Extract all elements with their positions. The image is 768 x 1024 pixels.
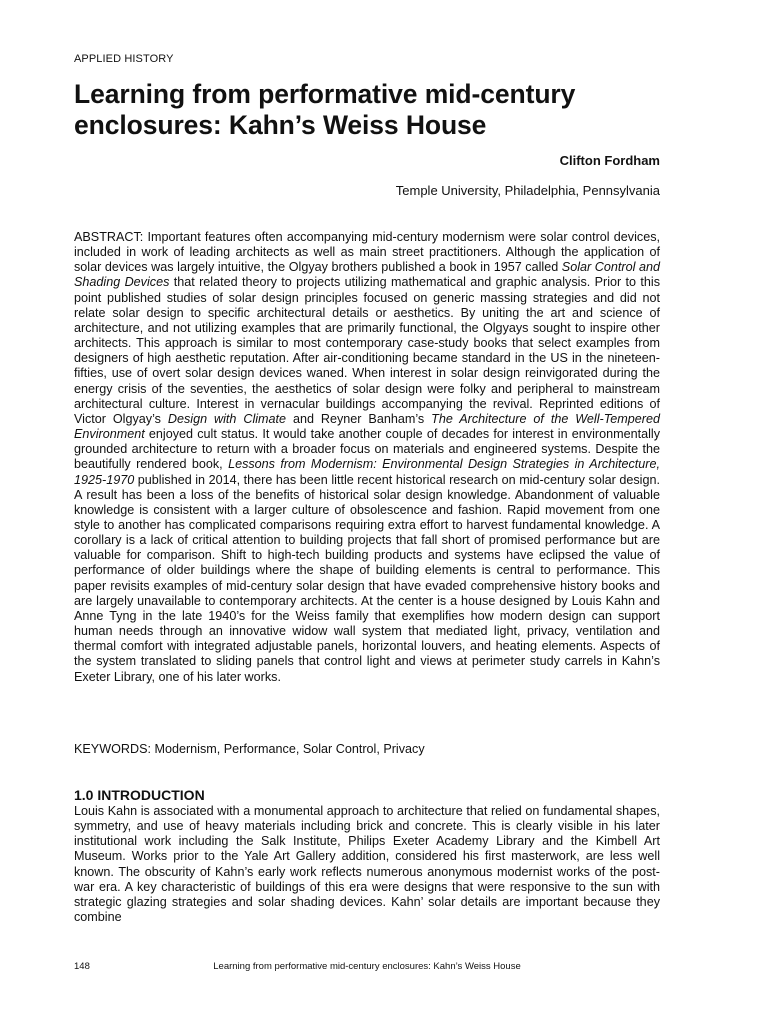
author-name: Clifton Fordham bbox=[559, 153, 660, 168]
page-footer bbox=[74, 961, 660, 975]
introduction-paragraph: Louis Kahn is associated with a monumental approach to architecture that relied on fundamental shapes, symmetry, and use of heavy materials including brick and concrete. This is clearly visible in his later institutional work including the Salk Institute, Philips Exeter Academy Library and the Kimbell Art Museum. Works prior to the Yale Art Gallery addition, considered his first masterwork, are less well known. The obscurity of Kahn’s early work reflects numerous anonymous modernist works of the post-war era. A key characteristic of buildings of this era were designs that were responsive to the sun with strategic glazing strategies and solar shading devices. Kahn’ solar details are important because they combine bbox=[74, 804, 660, 925]
abstract-segment: ABSTRACT: Important features often accompanying mid-century modernism were solar control devices, included in work of leading architects as well as main street practitioners. Although the application of solar devices was largely intuitive, the Olgyay brothers published a book in 1957 called bbox=[74, 230, 660, 275]
abstract-segment: enjoyed cult status. It would take another couple of decades for interest in environmentally grounded architecture to return with a broader focus on materials and engineered systems. Despite the beautifully rendered book, bbox=[74, 427, 660, 472]
section-label: APPLIED HISTORY bbox=[74, 53, 174, 65]
page-number: 148 bbox=[74, 961, 90, 972]
author-affiliation: Temple University, Philadelphia, Pennsylvania bbox=[395, 183, 660, 198]
paper-title: Learning from performative mid-century enclosures: Kahn’s Weiss House bbox=[74, 79, 576, 140]
keywords: KEYWORDS: Modernism, Performance, Solar Control, Privacy bbox=[74, 742, 425, 756]
abstract-paragraph bbox=[74, 230, 660, 685]
abstract-book-title: Lessons from Modernism: Environmental Design Strategies in Architecture, 1925-1970 bbox=[74, 457, 660, 487]
running-title: Learning from performative mid-century enclosures: Kahn’s Weiss House bbox=[213, 961, 521, 972]
abstract-book-title: Design with Climate bbox=[167, 411, 287, 426]
abstract-book-title: Solar Control and Shading Devices bbox=[74, 260, 660, 290]
abstract-book-title: The Architecture of the Well-Tempered Environment bbox=[74, 411, 660, 442]
abstract-segment: and Reyner Banham’s bbox=[286, 411, 432, 426]
abstract-segment: that related theory to projects utilizing mathematical and graphic analysis. Prior to this point published studies of solar design principles focused on generic massing strategies and did not relate solar design to specific architectural details or aesthetics. By uniting the art and science of architecture, and not utilizing examples that are primarily functional, the Olgyays sought to inspire other architects. This approach is similar to most contemporary case-study books that select examples from designers of high aesthetic reputation. After air-conditioning became standard in the US in the nineteen-fifties, use of overt solar design devices waned. When interest in solar design reinvigorated during the energy crisis of the seventies, the aesthetics of solar design were folky and peripheral to mainstream architectural culture. Interest in vernacular buildings accompanying the revival. Reprinted editions of Victor Olgyay’s bbox=[74, 275, 661, 426]
abstract-segment: published in 2014, there has been little recent historical research on mid-century solar design. A result has been a loss of the benefits of historical solar design knowledge. Abandonment of valuable knowledge is consistent with a larger culture of obsolescence and fashion. Rapid movement from one style to another has complicated comparisons requiring extra effort to harvest fundamental knowledge. A corollary is a lack of critical attention to building projects that fall short of promised performance but are valuable for comparison. Shift to high-tech building products and systems have eclipsed the value of performance of older buildings where the shape of building elements is central to performance. This paper revisits examples of mid-century solar design that have evaded comprehensive history books and are largely unavailable to contemporary architects. At the center is a house designed by Louis Kahn and Anne Tyng in the late 1940’s for the Weiss family that exemplifies how modern design can support human needs through an innovative widow wall system that mediated light, privacy, ventilation and thermal comfort with integrated adjustable panels, horizontal louvers, and heating elements. Aspects of the system translated to sliding panels that control light and views at perimeter study carrels in Kahn’s Exeter Library, one of his later works. bbox=[74, 472, 660, 684]
introduction-heading: 1.0 INTRODUCTION bbox=[74, 787, 205, 803]
